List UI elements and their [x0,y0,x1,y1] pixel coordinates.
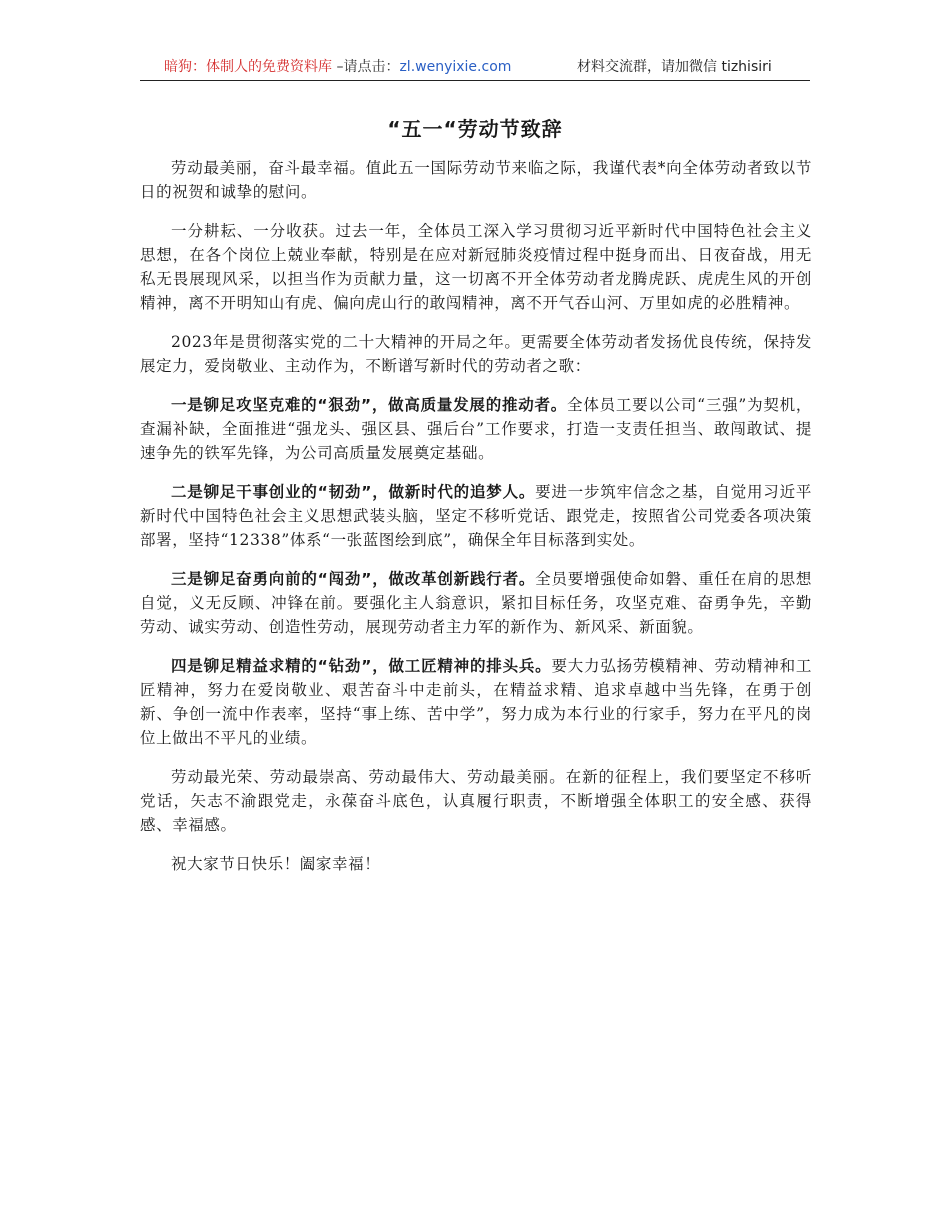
document-title: “五一“劳动节致辞 [387,117,563,141]
point-2-text: 要进一步筑牢信念之基，自觉用习近平新时代中国特色社会主义思想武装头脑，坚定不移听党话、跟党走，按照省公司党委各项决策部署，坚持“12338”体系“一张蓝图绘到底”，确保全年目标落到实处。 [140,483,812,549]
paragraph-wishes: 祝大家节日快乐！阖家幸福！ [171,855,381,873]
paragraph-closing: 劳动最光荣、劳动最崇高、劳动最伟大、劳动最美丽。在新的征程上，我们要坚定不移听党话，矢志不渝跟党走，永葆奋斗底色，认真履行职责，不断增强全体职工的安全感、获得感、幸福感。 [140,768,812,834]
point-1-text: 全体员工要以公司“三强”为契机，查漏补缺，全面推进“强龙头、强区县、强后台”工作要求，打造一支责任担当、敢闯敢试、提速争先的铁军先锋，为公司高质量发展奠定基础。 [140,396,812,462]
paragraph-intro: 2023年是贯彻落实党的二十大精神的开局之年。更需要全体劳动者发扬优良传统，保持发展定力，爱岗敬业、主动作为，不断谱写新时代的劳动者之歌： [140,333,812,375]
paragraph-point-4 [140,654,812,750]
point-3-heading: 三是铆足奋勇向前的“闯劲”，做改革创新践行者。 [171,570,536,588]
point-3-text: 全员要增强使命如磐、重任在肩的思想自觉，义无反顾、冲锋在前。要强化主人翁意识，紧扣目标任务，攻坚克难、奋勇争先，辛勤劳动、诚实劳动、创造性劳动，展现劳动者主力军的新作为、新风采、新面貌。 [140,570,812,636]
paragraph-point-3 [140,567,812,639]
point-4-heading: 四是铆足精益求精的“钻劲”，做工匠精神的排头兵。 [171,657,552,675]
paragraph-point-1 [140,393,812,465]
paragraph-greeting: 劳动最美丽，奋斗最幸福。值此五一国际劳动节来临之际，我谨代表*向全体劳动者致以节日的祝贺和诚挚的慰问。 [140,159,812,201]
header-link[interactable]: zl.wenyixie.com [399,59,512,75]
point-2-heading: 二是铆足干事创业的“韧劲”，做新时代的追梦人。 [171,483,536,501]
document-body [140,156,812,891]
point-4-text: 要大力弘扬劳模精神、劳动精神和工匠精神，努力在爱岗敬业、艰苦奋斗中走前头，在精益求精、追求卓越中当先锋，在勇于创新、争创一流中作表率，坚持“事上练、苦中学”，努力成为本行业的行家手，努力在平凡的岗位上做出不平凡的业绩。 [140,657,812,747]
header-separator: –请点击： [332,59,400,75]
header-left [164,56,511,78]
point-1-heading: 一是铆足攻坚克难的“狠劲”，做高质量发展的推动者。 [171,396,568,414]
paragraph-point-2 [140,480,812,552]
header-brand: 暗狗：体制人的免费资料库 [164,59,332,75]
page-header [140,56,810,81]
header-wechat-note: 材料交流群，请加微信 tizhisiri [577,59,772,75]
paragraph-review: 一分耕耘、一分收获。过去一年，全体员工深入学习贯彻习近平新时代中国特色社会主义思想，在各个岗位上兢业奉献，特别是在应对新冠肺炎疫情过程中挺身而出、日夜奋战，用无私无畏展现风采，以担当作为贡献力量，这一切离不开全体劳动者龙腾虎跃、虎虎生风的开创精神，离不开明知山有虎、偏向虎山行的敢闯精神，离不开气吞山河、万里如虎的必胜精神。 [140,222,812,312]
